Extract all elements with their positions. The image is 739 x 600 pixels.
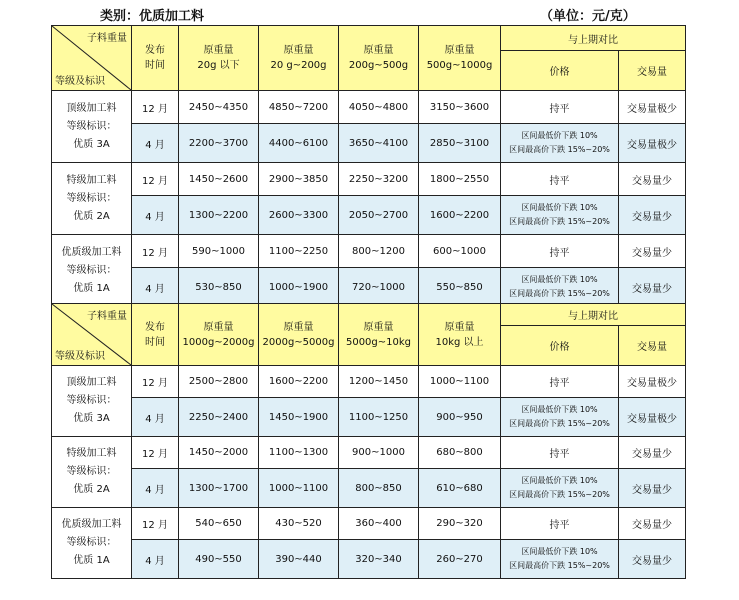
price-range: 1450~1900 [259,398,339,437]
price-range: 900~1000 [339,437,419,469]
release-month: 4 月 [132,268,179,307]
diag-bottom-label: 等级及标识 [55,351,105,362]
header-diagonal-cell [52,304,132,366]
price-change: 持平 [501,163,619,196]
price-range: 1100~2250 [259,235,339,268]
weight-header: 原重量 5000g~10kg [339,304,419,366]
price-header: 价格 [501,326,619,366]
table-row [52,469,686,508]
trade-volume: 交易量少 [619,469,686,508]
price-range: 4050~4800 [339,91,419,124]
price-range: 1000~1100 [419,366,501,398]
trade-volume: 交易量少 [619,540,686,579]
diag-top-label: 子料重量 [87,33,127,44]
price-range: 2850~3100 [419,124,501,163]
release-time-header: 发布 时间 [132,304,179,366]
price-range: 1450~2000 [179,437,259,469]
table-row [52,540,686,579]
release-month: 12 月 [132,163,179,196]
weight-header: 原重量 200g~500g [339,26,419,91]
diag-bottom-label: 等级及标识 [55,76,105,87]
price-range: 2500~2800 [179,366,259,398]
price-change: 区间最低价下跌 10% 区间最高价下跌 15%~20% [501,196,619,235]
table-row [52,366,686,398]
grade-cell: 优质级加工料 等级标识： 优质 1A [52,235,132,307]
price-change: 持平 [501,508,619,540]
trade-volume: 交易量极少 [619,124,686,163]
price-range: 2050~2700 [339,196,419,235]
release-month: 12 月 [132,437,179,469]
price-change: 持平 [501,235,619,268]
table-row [52,235,686,268]
trade-volume: 交易量少 [619,235,686,268]
weight-header: 原重量 2000g~5000g [259,304,339,366]
price-range: 3150~3600 [419,91,501,124]
weight-header: 原重量 10kg 以上 [419,304,501,366]
weight-header: 原重量 500g~1000g [419,26,501,91]
release-month: 4 月 [132,124,179,163]
volume-header: 交易量 [619,51,686,91]
price-change: 区间最低价下跌 10% 区间最高价下跌 15%~20% [501,268,619,307]
price-range: 1450~2600 [179,163,259,196]
price-change: 区间最低价下跌 10% 区间最高价下跌 15%~20% [501,124,619,163]
price-range: 1600~2200 [259,366,339,398]
price-range: 900~950 [419,398,501,437]
price-range: 3650~4100 [339,124,419,163]
price-range: 390~440 [259,540,339,579]
price-range: 2900~3850 [259,163,339,196]
trade-volume: 交易量极少 [619,398,686,437]
trade-volume: 交易量少 [619,437,686,469]
price-range: 800~850 [339,469,419,508]
release-month: 12 月 [132,235,179,268]
grade-cell: 优质级加工料 等级标识： 优质 1A [52,508,132,579]
price-range: 720~1000 [339,268,419,307]
table-row [52,124,686,163]
price-range: 1100~1300 [259,437,339,469]
table-row [52,508,686,540]
price-range: 1000~1100 [259,469,339,508]
trade-volume: 交易量极少 [619,366,686,398]
price-range: 4400~6100 [259,124,339,163]
volume-header: 交易量 [619,326,686,366]
price-range: 360~400 [339,508,419,540]
price-range: 1100~1250 [339,398,419,437]
price-change: 持平 [501,91,619,124]
price-change: 持平 [501,366,619,398]
weight-header: 原重量 20g 以下 [179,26,259,91]
price-range: 600~1000 [419,235,501,268]
price-range: 2250~3200 [339,163,419,196]
trade-volume: 交易量少 [619,508,686,540]
diag-top-label: 子料重量 [87,311,127,322]
price-table-large-weights [51,303,686,579]
price-range: 430~520 [259,508,339,540]
trade-volume: 交易量少 [619,163,686,196]
price-range: 680~800 [419,437,501,469]
price-range: 610~680 [419,469,501,508]
release-month: 12 月 [132,91,179,124]
price-range: 1200~1450 [339,366,419,398]
price-range: 800~1200 [339,235,419,268]
grade-cell: 特级加工料 等级标识： 优质 2A [52,163,132,235]
compare-header: 与上期对比 [501,304,686,326]
table-row [52,268,686,307]
trade-volume: 交易量少 [619,196,686,235]
price-range: 320~340 [339,540,419,579]
price-range: 490~550 [179,540,259,579]
table-row [52,437,686,469]
price-range: 530~850 [179,268,259,307]
header-diagonal-cell [52,26,132,91]
grade-cell: 顶级加工料 等级标识： 优质 3A [52,91,132,163]
trade-volume: 交易量少 [619,268,686,307]
category-label: 类别：优质加工料 [100,9,205,24]
trade-volume: 交易量极少 [619,91,686,124]
price-range: 290~320 [419,508,501,540]
release-month: 4 月 [132,540,179,579]
price-header: 价格 [501,51,619,91]
weight-header: 原重量 1000g~2000g [179,304,259,366]
release-month: 4 月 [132,196,179,235]
release-time-header: 发布 时间 [132,26,179,91]
price-range: 2200~3700 [179,124,259,163]
compare-header: 与上期对比 [501,26,686,51]
price-range: 540~650 [179,508,259,540]
price-range: 1800~2550 [419,163,501,196]
price-change: 持平 [501,437,619,469]
price-range: 1600~2200 [419,196,501,235]
price-range: 2450~4350 [179,91,259,124]
price-table-small-weights [51,25,686,307]
title-bar [0,5,739,23]
price-range: 550~850 [419,268,501,307]
table-row [52,91,686,124]
grade-cell: 特级加工料 等级标识： 优质 2A [52,437,132,508]
table-row [52,163,686,196]
release-month: 12 月 [132,508,179,540]
price-range: 2250~2400 [179,398,259,437]
price-change: 区间最低价下跌 10% 区间最高价下跌 15%~20% [501,540,619,579]
price-range: 1000~1900 [259,268,339,307]
weight-header: 原重量 20 g~200g [259,26,339,91]
grade-cell: 顶级加工料 等级标识： 优质 3A [52,366,132,437]
price-range: 1300~1700 [179,469,259,508]
release-month: 4 月 [132,398,179,437]
price-range: 4850~7200 [259,91,339,124]
release-month: 12 月 [132,366,179,398]
table-row [52,398,686,437]
price-change: 区间最低价下跌 10% 区间最高价下跌 15%~20% [501,469,619,508]
release-month: 4 月 [132,469,179,508]
price-range: 590~1000 [179,235,259,268]
price-change: 区间最低价下跌 10% 区间最高价下跌 15%~20% [501,398,619,437]
price-range: 2600~3300 [259,196,339,235]
price-range: 1300~2200 [179,196,259,235]
price-range: 260~270 [419,540,501,579]
table-row [52,196,686,235]
unit-label: （单位：元/克） [540,9,636,24]
